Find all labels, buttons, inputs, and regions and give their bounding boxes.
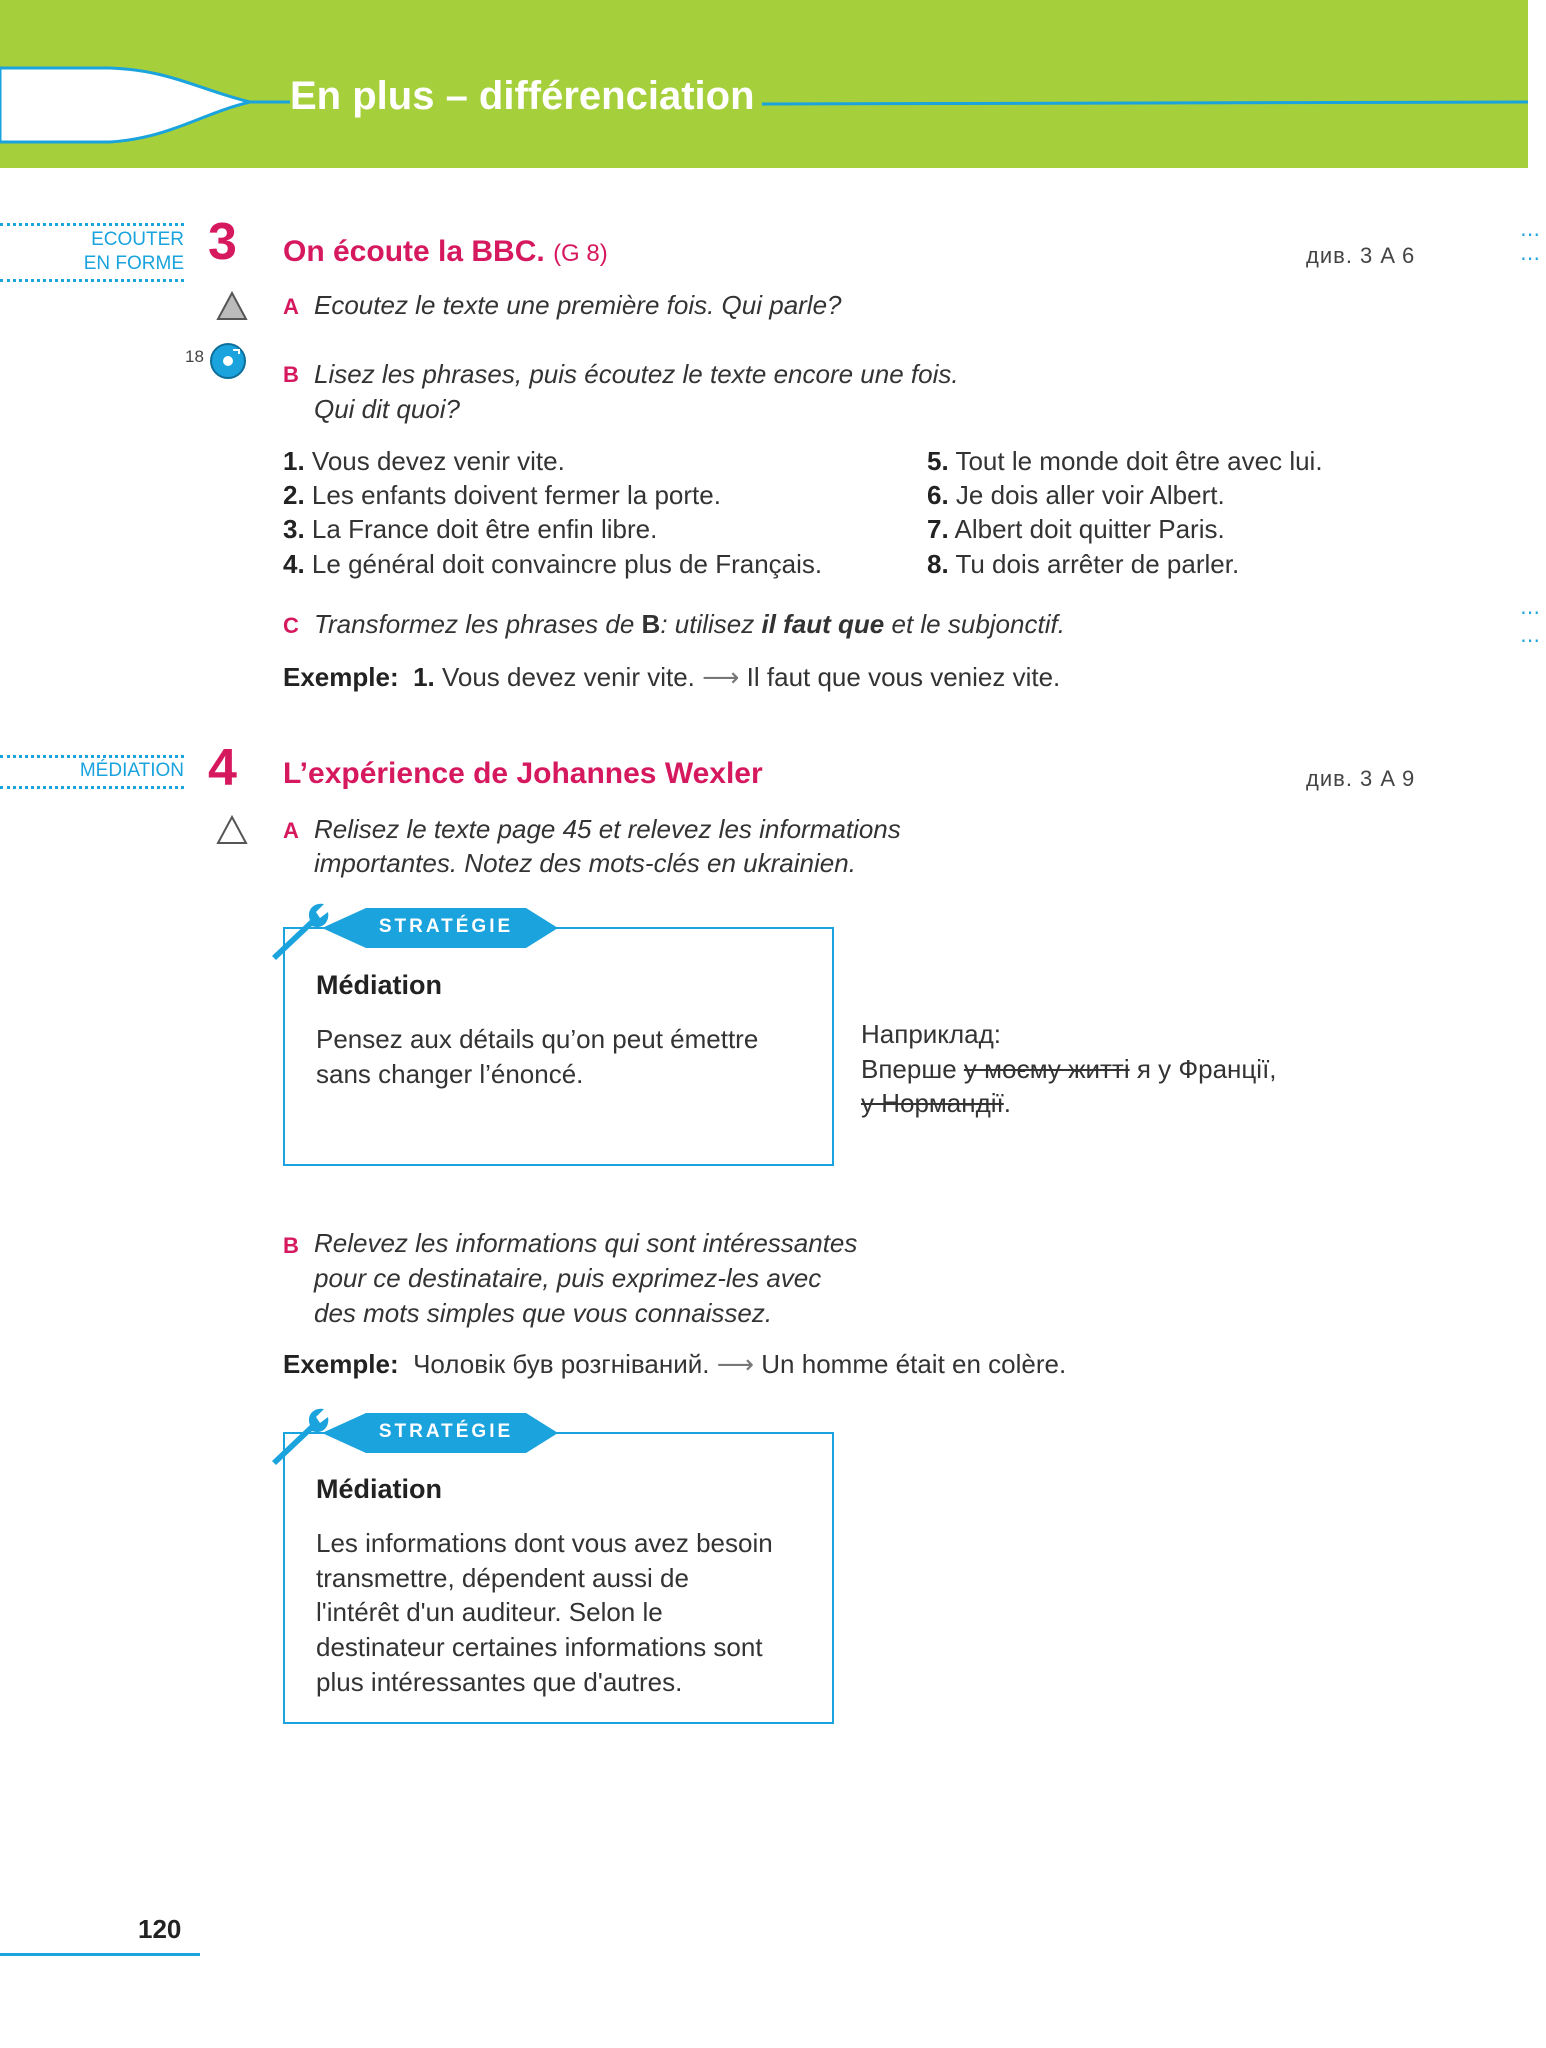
sentence-num: 2.: [283, 480, 305, 510]
strategy-text-line: Pensez aux détails qu’on peut émettre: [316, 1024, 759, 1054]
sentence-item: [927, 512, 1225, 546]
example-box-text: Вперше: [861, 1054, 964, 1084]
audio-cd-icon[interactable]: [209, 342, 247, 380]
task-b-instruction-line1: Lisez les phrases, puis écoutez le texte encore une fois.: [314, 359, 959, 389]
task-c-instruction: [314, 607, 1065, 641]
strategy-text-line: destinateur certaines informations sont: [316, 1632, 763, 1662]
example-box-strike: у моєму житті: [963, 1054, 1130, 1084]
exercise-number-3: 3: [208, 213, 237, 271]
right-dots-1: ⋯: [1520, 224, 1542, 246]
footer-rule: [0, 1953, 200, 1956]
arrow-right-icon: ⟶: [702, 662, 740, 692]
example-3: [283, 660, 1060, 694]
strategy-heading-2: Médiation: [316, 1474, 442, 1504]
strategy-badge-2: STRATÉGIE: [378, 1421, 514, 1442]
sentence-text: Je dois aller voir Albert.: [955, 480, 1225, 510]
right-margin: [1528, 0, 1546, 2048]
task-letter-c: C: [283, 613, 299, 638]
sentence-num: 5.: [927, 446, 949, 476]
strategy-text-line: l'intérêt d'un auditeur. Selon le: [316, 1597, 663, 1627]
workbook-ref-3: див. 3 A 6: [1306, 243, 1416, 268]
example-target: Il faut que vous veniez vite.: [746, 662, 1061, 692]
sentence-num: 8.: [927, 549, 949, 579]
sentence-item: [283, 444, 565, 478]
strategy-badge-1: STRATÉGIE: [378, 916, 514, 937]
example-label: Exemple:: [283, 662, 399, 692]
task-letter-a: A: [283, 294, 299, 319]
example-box-line2: [861, 1086, 1011, 1120]
example-source: Чоловік був розгніваний.: [413, 1349, 710, 1379]
task-4b-line: pour ce destinataire, puis exprimez-les avec: [314, 1263, 822, 1293]
example-box-line1: [861, 1052, 1277, 1086]
task-letter-b-4: B: [283, 1233, 299, 1258]
sentence-num: 3.: [283, 514, 305, 544]
strategy-text-line: transmettre, dépendent aussi de: [316, 1563, 689, 1593]
sentence-num: 7.: [927, 514, 949, 544]
sidebar-dotline-top-4: [0, 755, 184, 758]
sidebar-label-ecouter: ECOUTER: [91, 229, 184, 250]
sidebar-label-mediation: MÉDIATION: [79, 760, 184, 781]
workbook-ref-4: див. 3 A 9: [1306, 766, 1416, 791]
strategy-text-line: plus intéressantes que d'autres.: [316, 1667, 683, 1697]
sidebar-dotline-bottom-4: [0, 786, 184, 789]
task-letter-a-4: A: [283, 818, 299, 843]
sentence-text: La France doit être enfin libre.: [311, 514, 658, 544]
strategy-text-line: Les informations dont vous avez besoin: [316, 1528, 773, 1558]
exercise-number-4: 4: [208, 739, 237, 797]
wrench-icon: [266, 1405, 334, 1467]
sentence-item: [927, 547, 1239, 581]
sentence-num: 6.: [927, 480, 949, 510]
sentence-num: 1.: [283, 446, 305, 476]
sidebar-dotline-top: [0, 223, 184, 226]
sentence-text: Albert doit quitter Paris.: [954, 514, 1225, 544]
strategy-heading-1: Médiation: [316, 970, 442, 1000]
exercise-title-3: [283, 235, 608, 269]
wrench-icon: [266, 900, 334, 962]
strategy-text-line: sans changer l’énoncé.: [316, 1059, 584, 1089]
example-source: Vous devez venir vite.: [441, 662, 695, 692]
page-number: 120: [138, 1914, 182, 1944]
sentence-text: Tu dois arrêter de parler.: [955, 549, 1240, 579]
task-4a-instruction-line1: Relisez le texte page 45 et relevez les informations: [314, 814, 901, 844]
page-title: En plus – différenciation: [290, 74, 755, 118]
example-box-strike: у Нормандії: [861, 1088, 1004, 1118]
right-dots-3: ⋯: [1520, 602, 1542, 624]
example-target: Un homme était en colère.: [761, 1349, 1067, 1379]
header-swoosh-line: [0, 60, 1528, 150]
grammar-ref: (G 8): [553, 240, 608, 267]
exercise-title-4: L’expérience de Johannes Wexler: [283, 757, 763, 790]
right-dots-4: ⋯: [1520, 630, 1542, 652]
task-c-text-bold: il faut que: [761, 609, 885, 639]
exercise-title-3-text: On écoute la BBC.: [283, 235, 545, 268]
sentence-num: 4.: [283, 549, 305, 579]
sentence-item: [927, 444, 1323, 478]
task-c-text-2: : utilisez: [660, 609, 762, 639]
task-a-instruction: Ecoutez le texte une première fois. Qui parle?: [314, 290, 842, 320]
task-c-text-3: et le subjonctif.: [884, 609, 1065, 639]
task-c-text-b: B: [641, 609, 661, 639]
sentence-text: Vous devez venir vite.: [311, 446, 565, 476]
sidebar-label-en-forme: EN FORME: [83, 253, 184, 274]
task-b-instruction-line2: Qui dit quoi?: [314, 394, 460, 424]
arrow-right-icon: ⟶: [716, 1349, 755, 1379]
sentence-text: Le général doit convaincre plus de Français.: [311, 549, 823, 579]
sentence-item: [283, 547, 822, 581]
triangle-outline-icon: [216, 814, 248, 846]
example-box-text: я у Франції,: [1129, 1054, 1277, 1084]
sentence-item: [283, 512, 657, 546]
audio-track-number: 18: [185, 347, 204, 366]
example-box-label: Наприклад:: [861, 1019, 1001, 1049]
sentence-text: Les enfants doivent fermer la porte.: [311, 480, 721, 510]
sentence-item: [283, 478, 721, 512]
task-letter-b: B: [283, 362, 299, 387]
task-4b-line: Relevez les informations qui sont intéressantes: [314, 1228, 858, 1258]
sentence-text: Tout le monde doit être avec lui.: [955, 446, 1323, 476]
example-4: [283, 1347, 1066, 1381]
example-box-text: .: [1003, 1088, 1012, 1118]
task-4a-instruction-line2: importantes. Notez des mots-clés en ukrainien.: [314, 848, 856, 878]
sidebar-dotline-bottom: [0, 279, 184, 282]
example-num: 1.: [413, 662, 435, 692]
sentence-item: [927, 478, 1225, 512]
example-label: Exemple:: [283, 1349, 399, 1379]
right-dots-2: ⋯: [1520, 248, 1542, 270]
task-4b-line: des mots simples que vous connaissez.: [314, 1298, 773, 1328]
task-c-text-1: Transformez les phrases de: [314, 609, 642, 639]
triangle-icon: [216, 290, 248, 322]
